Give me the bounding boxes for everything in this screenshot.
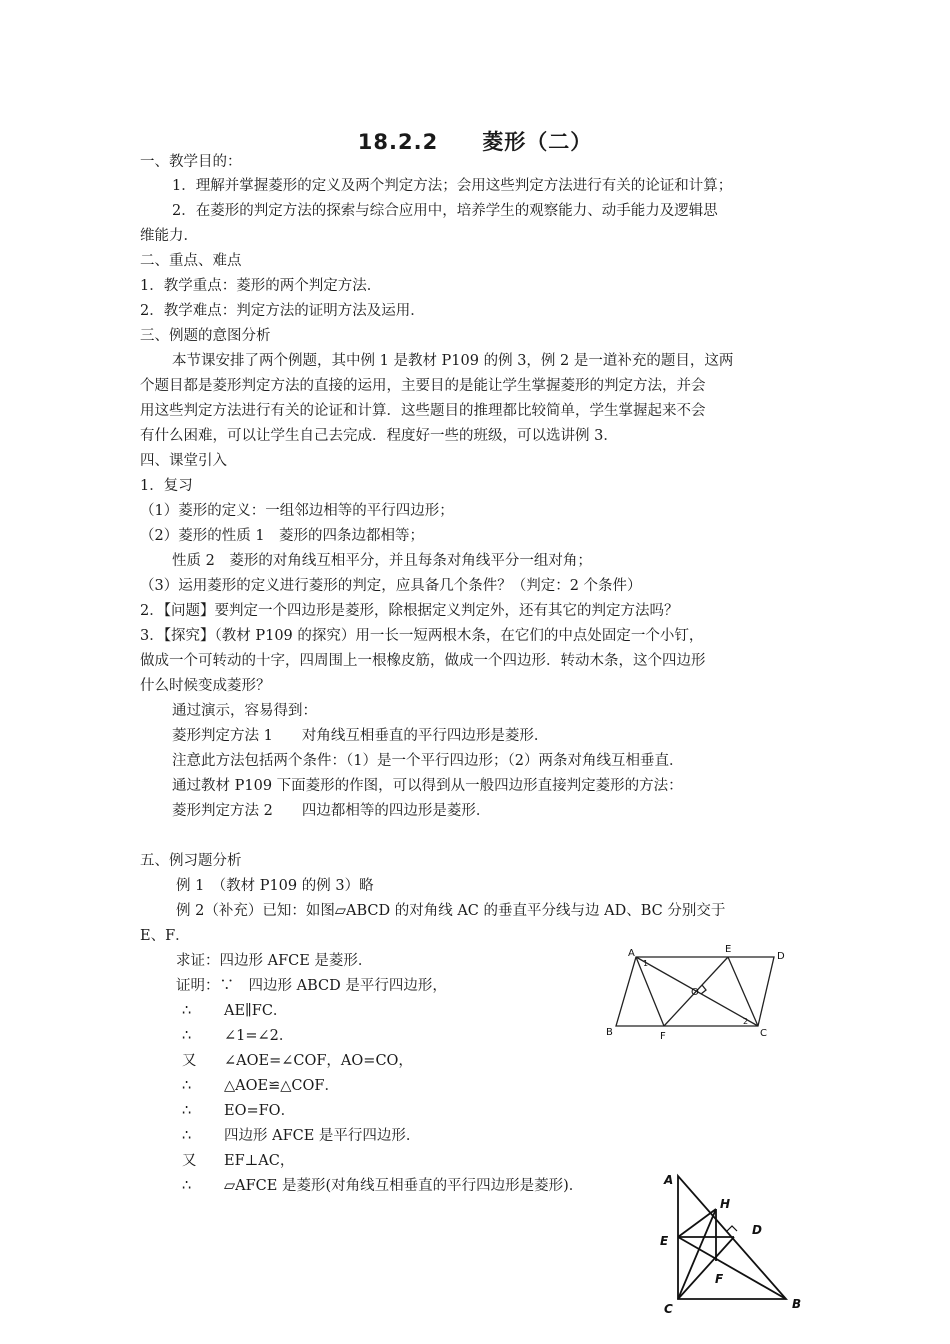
triangle-figure (652, 1166, 816, 1316)
paragraph: 2．在菱形的判定方法的探索与综合应用中，培养学生的观察能力、动手能力及逻辑思 (172, 203, 718, 219)
label-c: C (760, 1028, 767, 1039)
label-angle-1: 1 (643, 959, 649, 968)
paragraph: 1．理解并掌握菱形的定义及两个判定方法；会用这些判定方法进行有关的论证和计算； (172, 178, 733, 194)
proof-text: 四边形 ABCD 是平行四边形， (234, 978, 447, 994)
label-a: A (664, 1173, 674, 1187)
segment-af (636, 957, 664, 1026)
label-d: D (777, 951, 785, 962)
proof-text: △AOE≌△COF． (224, 1078, 339, 1094)
paragraph: E、F． (140, 928, 190, 944)
paragraph: 2．【问题】要判定一个四边形是菱形，除根据定义判定外，还有其它的判定方法吗？ (140, 603, 679, 619)
page-title: 18.2.2 菱形（二） (357, 130, 593, 154)
label-f: F (715, 1272, 724, 1286)
proof-line (182, 1151, 294, 1171)
proof-text: ∠AOE=∠COF，AO=CO， (224, 1053, 413, 1069)
proof-symbol: ∴ (182, 1178, 192, 1194)
section-heading-3: 三、例题的意图分析 (140, 328, 271, 344)
paragraph: 菱形判定方法 1 对角线互相垂直的平行四边形是菱形． (172, 728, 549, 744)
proof-symbol: 又 (182, 1153, 197, 1169)
label-h: H (720, 1197, 731, 1211)
right-angle-mark (727, 1226, 737, 1231)
label-b: B (606, 1027, 613, 1038)
label-f: F (660, 1031, 666, 1042)
segment-eb (678, 1237, 786, 1299)
label-e: E (725, 944, 732, 955)
paragraph: 1．教学重点：菱形的两个判定方法． (140, 278, 382, 294)
section-heading-4: 四、课堂引入 (140, 453, 227, 469)
parallelogram-figure (598, 940, 802, 1045)
paragraph: （1）菱形的定义：一组邻边相等的平行四边形； (140, 503, 454, 519)
proof-text: ▱AFCE 是菱形(对角线互相垂直的平行四边形是菱形)． (224, 1178, 584, 1194)
proof-symbol: ∴ (182, 1128, 192, 1144)
paragraph: 个题目都是菱形判定方法的直接的运用，主要目的是能让学生掌握菱形的判定方法，并会 (140, 378, 706, 394)
proof-symbol: ∴ (182, 1003, 192, 1019)
proof-text: 四边形 AFCE 是平行四边形． (224, 1128, 421, 1144)
paragraph: 1．复习 (140, 478, 193, 494)
paragraph: 做成一个可转动的十字，四周围上一根橡皮筋，做成一个四边形．转动木条，这个四边形 (140, 653, 706, 669)
segment-cd (678, 1237, 734, 1299)
segment-ec (728, 957, 758, 1026)
label-c: C (664, 1302, 673, 1316)
proof-symbol: ∴ (182, 1078, 192, 1094)
proof-line (182, 1001, 287, 1021)
proof-text: ∠1=∠2． (224, 1028, 294, 1044)
proof-symbol: 证明：∵ (176, 978, 234, 994)
paragraph: 例 1 （教材 P109 的例 3）略 (176, 878, 374, 894)
right-angle-mark (701, 985, 706, 994)
paragraph: 维能力． (140, 228, 198, 244)
label-angle-2: 2 (743, 1017, 749, 1026)
label-d: D (752, 1223, 762, 1237)
label-a: A (628, 948, 635, 959)
proof-symbol: ∴ (182, 1028, 192, 1044)
proof-line (182, 1176, 583, 1196)
paragraph: （2）菱形的性质 1 菱形的四条边都相等； (140, 528, 425, 544)
section-heading-1: 一、教学目的： (140, 154, 242, 170)
paragraph: 用这些判定方法进行有关的论证和计算．这些题目的推理都比较简单，学生掌握起来不会 (140, 403, 706, 419)
proof-line (182, 1026, 293, 1046)
proof-text: EF⊥AC， (224, 1153, 295, 1169)
paragraph: 菱形判定方法 2 四边都相等的四边形是菱形． (172, 803, 491, 819)
proof-line (182, 1126, 420, 1146)
proof-line (182, 1101, 295, 1121)
proof-line (176, 976, 447, 996)
label-e: E (660, 1234, 669, 1248)
section-heading-5: 五、例习题分析 (140, 853, 242, 869)
label-b: B (792, 1297, 802, 1311)
proof-symbol: ∴ (182, 1103, 192, 1119)
label-o: O (691, 987, 699, 998)
paragraph: 通过演示，容易得到： (172, 703, 317, 719)
paragraph: 性质 2 菱形的对角线互相平分，并且每条对角线平分一组对角； (172, 553, 592, 569)
paragraph: 什么时候变成菱形？ (140, 678, 271, 694)
paragraph: 3．【探究】（教材 P109 的探究）用一长一短两根木条，在它们的中点处固定一个小钉， (140, 628, 704, 644)
paragraph: 2．教学难点：判定方法的证明方法及运用． (140, 303, 425, 319)
section-heading-2: 二、重点、难点 (140, 253, 242, 269)
proof-text: EO=FO． (224, 1103, 296, 1119)
paragraph: 例 2（补充）已知：如图▱ABCD 的对角线 AC 的垂直平分线与边 AD、BC 分别交于 (176, 903, 726, 919)
paragraph: 有什么困难，可以让学生自己去完成．程度好一些的班级，可以选讲例 3． (140, 428, 618, 444)
proof-line (182, 1076, 339, 1096)
paragraph: 本节课安排了两个例题，其中例 1 是教材 P109 的例 3，例 2 是一道补充的题目，这两 (172, 353, 734, 369)
paragraph: 通过教材 P109 下面菱形的作图，可以得到从一般四边形直接判定菱形的方法： (172, 778, 683, 794)
paragraph: 求证：四边形 AFCE 是菱形． (176, 953, 373, 969)
paragraph: 注意此方法包括两个条件：（1）是一个平行四边形；（2）两条对角线互相垂直． (172, 753, 684, 769)
paragraph: （3）运用菱形的定义进行菱形的判定，应具备几个条件？（判定：2 个条件） (140, 578, 642, 594)
proof-symbol: 又 (182, 1053, 197, 1069)
proof-text: AE∥FC． (224, 1003, 288, 1019)
proof-line (182, 1051, 413, 1071)
